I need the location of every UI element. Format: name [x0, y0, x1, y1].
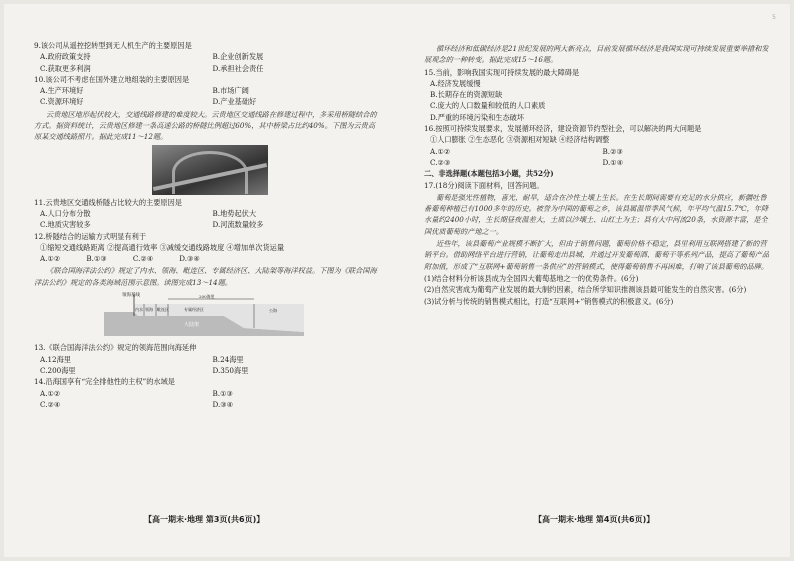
option-d: D.河流数量较多 [212, 220, 264, 230]
question-10-stem: 10.该公司不考虑在国外建立地组装的主要原因是 [34, 74, 190, 84]
option-c: C.资源环境好 [40, 97, 84, 107]
material-paragraph-3: 循环经济和低碳经济是21世纪发展的两大新亮点，目前发展循环经济是我国实现可持续发展重要举措和发展观念的一种转变。据此完成15～16题。 [424, 44, 769, 65]
question-9-options-2 [34, 63, 379, 74]
option-b: B.市场广阔 [212, 86, 249, 96]
sub-question-3: (3)试分析与传统的销售模式相比，打造“互联网+”销售模式的积极意义。(6分) [424, 296, 674, 306]
material-paragraph-4: 葡萄是强光性植物，喜光，耐旱，适合在沙性土壤上生长。在生长期间需要有充足的水分供应，新疆吐鲁番葡萄种植已有1000多年的历史。被誉为中国的葡萄之乡，该县属温带季风气候，年平均气温15.7℃，年降水量约2400小时，生长期昼夜温差大，土质以沙壤土、山红土为主；县有大中河流20条，水资源丰富，是全国优质葡萄的产地之一。 [424, 192, 769, 236]
maritime-zones-diagram [104, 290, 379, 339]
question-16-options [424, 146, 769, 157]
question-12-options [34, 253, 379, 264]
option-c: C.获取更多利润 [40, 63, 91, 73]
option-d: D.严重的环境污染和生态破坏 [430, 112, 525, 122]
option-d: D.③④ [179, 254, 200, 264]
internal-waters-label: 内水 [135, 307, 143, 313]
question-10-options-2 [34, 96, 379, 107]
question-14-stem: 14.沿海国享有“完全排他性的主权”的水域是 [34, 377, 175, 387]
question-10-options [34, 85, 379, 96]
question-16-items: ①人口膨胀 ②生态恶化 ③资源相对短缺 ④经济结构调整 [430, 135, 610, 145]
option-d: D.350海里 [212, 365, 249, 375]
option-a: A.生产环境好 [40, 86, 84, 96]
maritime-zones-svg [104, 290, 304, 336]
option-a: A.①② [430, 146, 451, 156]
eez-label: 专属经济区 [184, 307, 204, 313]
page-footer-right: 【高一期末·地理 第4页(共6页)】 [534, 515, 655, 524]
territorial-sea-label: 领海 [145, 307, 153, 313]
option-b: B.地势起伏大 [212, 208, 257, 218]
material-paragraph-1: 云贵地区地形起伏较大，交通线路修建的难度较大。云贵地区交通线路在修建过程中，多采用桥隧结合的方式。据资料统计，云贵地区修建一条高速公路的桥隧比例超过60%，其中桥梁占比约40%。下图为云贵高原某交通线路照片。据此完成11～12题。 [34, 109, 377, 142]
option-b: B.企业创新发展 [212, 52, 264, 62]
option-d: D.①④ [602, 157, 624, 167]
option-b: B.①③ [86, 254, 107, 264]
exam-sheet [4, 4, 790, 557]
question-16-options-2 [424, 157, 769, 168]
question-17-stem: 17.(18分)阅读下面材料，回答问题。 [424, 180, 544, 190]
option-a: A.12海里 [40, 354, 71, 364]
question-16-stem: 16.按照可持续发展要求，发展循环经济，建设资源节约型社会，可以解决的两大问题是 [424, 124, 702, 134]
option-a: A.①② [40, 388, 61, 398]
option-d: D.③④ [212, 399, 234, 409]
question-13-options [34, 354, 379, 365]
sub-question-1: (1)结合材料分析该县成为全国四大葡萄基地之一的优势条件。(6分) [424, 273, 639, 283]
option-c: C.200海里 [40, 365, 76, 375]
question-12-items: ①缩短交通线路距离 ②提高通行效率 ③减缓交通线路坡度 ④增加单次货运量 [40, 242, 285, 252]
option-a: A.①② [40, 254, 61, 264]
right-column [424, 42, 769, 307]
transport-line-photo [152, 145, 268, 195]
material-paragraph-5: 近些年，该县葡萄产业规模不断扩大，但由于销售问题，葡萄价格不稳定，县里利用互联网搭建了新的营销平台。借助网络平台进行营销，让葡萄走出县城，并通过开发葡萄酒、葡萄干等系列产品，提高了葡萄产品附加值，形成了“互联网+葡萄销售一条供应”的营销模式，使得葡萄销售不再困难，打响了该县葡萄的品牌。 [424, 239, 770, 271]
question-14-options-2 [34, 399, 379, 410]
option-a: A.经济发展缓慢 [430, 78, 481, 88]
question-11-options [34, 208, 379, 219]
sub-question-2: (2)自然灾害成为葡萄产业发展的最大制约因素，结合所学知识推测该县最可能发生的自然灾害。(6分) [424, 285, 747, 295]
contiguous-zone-label: 毗连区 [157, 307, 169, 313]
option-d: D.承担社会责任 [212, 63, 264, 73]
option-c: C.②④ [40, 399, 61, 409]
distance-label: 200海里 [199, 294, 215, 300]
question-11-options-2 [34, 219, 379, 230]
option-a: A.政府政策支持 [40, 52, 91, 62]
question-11-stem: 11.云贵地区交通线桥隧占比较大的主要原因是 [34, 197, 182, 207]
option-d: D.产业基础好 [212, 97, 257, 107]
high-seas-label: 公海 [269, 308, 277, 314]
option-a: A.人口分布分散 [40, 208, 91, 218]
corner-mark: 5 [772, 14, 776, 21]
question-15-stem: 15.当前，影响我国实现可持续发展的最大障碍是 [424, 67, 580, 77]
material-paragraph-2: 《联合国海洋法公约》规定了内水、领海、毗连区、专属经济区、大陆架等海洋权益。下图为《联合国海洋法公约》规定的各类海域范围示意图。读图完成13～14题。 [34, 266, 377, 287]
question-14-options [34, 388, 379, 399]
page-footer-left: 【高一期末·地理 第3页(共6页)】 [144, 515, 265, 524]
baseline-label: 领海基线 [122, 293, 140, 299]
option-b: B.①③ [212, 388, 233, 398]
option-c: C.②③ [430, 157, 451, 167]
continental-shelf-label: 大陆架 [184, 322, 200, 329]
option-b: B.长期存在的资源短缺 [430, 90, 503, 100]
option-b: B.24海里 [212, 354, 244, 364]
question-13-options-2 [34, 365, 379, 376]
question-9-options [34, 51, 379, 62]
option-c: C.地质灾害较多 [40, 220, 91, 230]
left-column [34, 40, 379, 410]
option-c: C.②④ [132, 254, 154, 264]
section-heading: 二、非选择题(本题包括3小题，共52分) [424, 169, 554, 179]
question-9-stem: 9.该公司从遥控挖转型到无人机生产的主要原因是 [34, 41, 192, 50]
question-12-stem: 12.桥隧结合的运输方式明显有利于 [34, 231, 147, 241]
question-13-stem: 13.《联合国海洋法公约》规定的领海范围向海延伸 [34, 343, 197, 353]
option-b: B.②③ [602, 146, 623, 156]
option-c: C.庞大的人口数量和较低的人口素质 [430, 101, 546, 111]
